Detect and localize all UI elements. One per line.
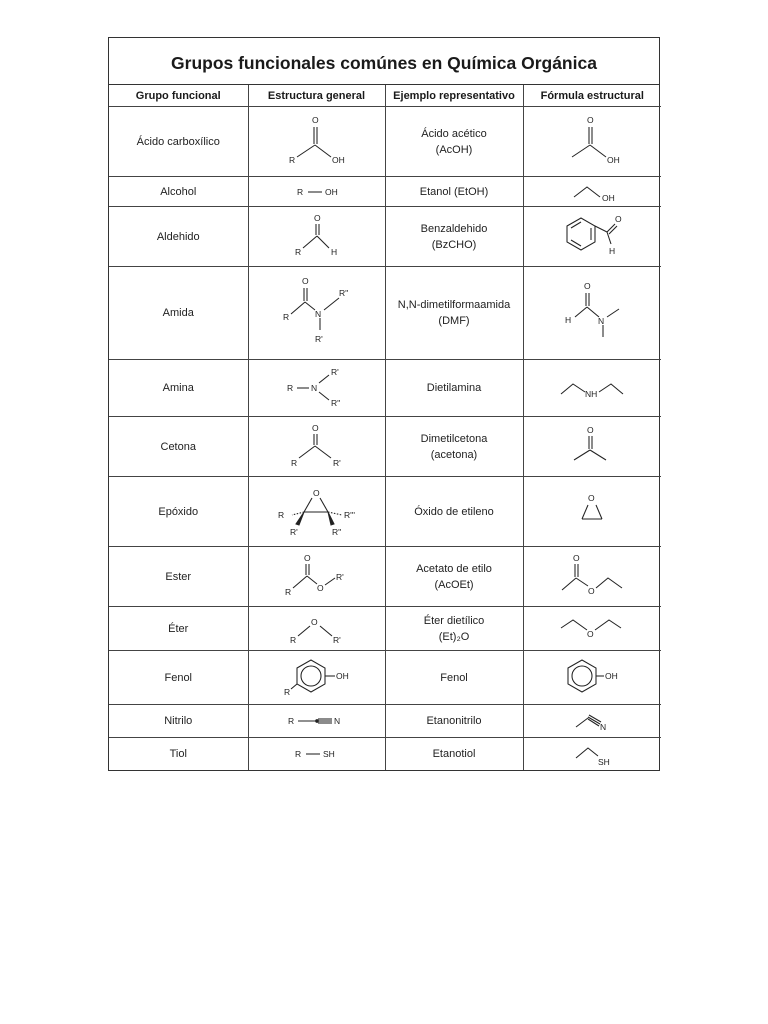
- svg-text:O: O: [310, 616, 318, 627]
- svg-text:N: N: [333, 716, 340, 726]
- svg-text:R'': R'': [338, 288, 348, 298]
- example-abbrev: (AcOH): [435, 143, 473, 156]
- example-cell: [385, 177, 523, 207]
- example-name: N,N-dimetilformaamida: [397, 299, 511, 311]
- acetone-formula-icon: [552, 422, 632, 472]
- example-cell: [385, 477, 523, 547]
- svg-text:OH: OH: [331, 154, 345, 165]
- example-name: Acetato de etilo: [416, 562, 492, 575]
- svg-text:O: O: [573, 552, 580, 563]
- svg-text:N: N: [600, 722, 607, 732]
- column-header-group: Grupo funcional: [109, 85, 248, 107]
- svg-text:R: R: [296, 186, 303, 197]
- group-name: Epóxido: [109, 477, 248, 547]
- amide-structure-icon: [269, 270, 365, 356]
- svg-text:O: O: [587, 628, 594, 639]
- svg-text:R: R: [284, 586, 291, 597]
- svg-text:O: O: [313, 212, 321, 223]
- svg-text:SH: SH: [322, 748, 335, 759]
- formula-cell: [523, 360, 661, 417]
- svg-text:O: O: [303, 552, 311, 563]
- structure-cell: [248, 477, 385, 547]
- acetonitrile-formula-icon: [552, 707, 632, 735]
- example-name: Éter dietílico: [423, 614, 485, 627]
- example-name: Benzaldehido: [420, 222, 488, 235]
- svg-text:H: H: [609, 245, 616, 256]
- example-name: Óxido de etileno: [414, 505, 494, 518]
- formula-cell: [523, 207, 661, 267]
- phenol-structure-icon: [267, 653, 367, 703]
- example-cell: [385, 651, 523, 705]
- ester-structure-icon: [269, 550, 365, 604]
- svg-text:R'': R'': [330, 398, 340, 408]
- carboxylic-acid-structure-icon: [277, 111, 357, 173]
- svg-text:H: H: [565, 315, 572, 325]
- table-row: [109, 207, 661, 267]
- group-name: Tiol: [109, 738, 248, 770]
- svg-text:R': R': [332, 457, 341, 468]
- example-cell: [385, 267, 523, 360]
- svg-text:R': R': [335, 571, 344, 582]
- svg-text:R': R': [332, 634, 341, 645]
- column-header-example: Ejemplo representativo: [385, 85, 523, 107]
- example-abbrev: (Et)₂O: [438, 630, 470, 643]
- table-row: [109, 360, 661, 417]
- example-cell: [385, 207, 523, 267]
- table-row: [109, 477, 661, 547]
- svg-text:O: O: [311, 114, 319, 125]
- formula-cell: [523, 177, 661, 207]
- structure-cell: [248, 267, 385, 360]
- table-row: [109, 177, 661, 207]
- svg-text:R: R: [290, 457, 297, 468]
- example-cell: [385, 417, 523, 477]
- table-row: [109, 267, 661, 360]
- svg-text:R: R: [286, 383, 293, 393]
- phenol-formula-icon: [542, 653, 642, 703]
- group-name: Éter: [109, 607, 248, 651]
- acetic-acid-formula-icon: [552, 111, 632, 173]
- group-name: Amina: [109, 360, 248, 417]
- page-title: Grupos funcionales comúnes en Química Orgánica: [109, 38, 659, 85]
- svg-text:OH: OH: [602, 192, 615, 203]
- svg-text:O: O: [301, 276, 309, 286]
- ketone-structure-icon: [277, 420, 357, 474]
- alcohol-structure-icon: [277, 180, 357, 204]
- structure-cell: [248, 738, 385, 770]
- example-name: Etanonitrilo: [426, 715, 482, 727]
- table-row: [109, 607, 661, 651]
- table-row: [109, 705, 661, 738]
- column-header-formula: Fórmula estructural: [523, 85, 661, 107]
- diethylamine-formula-icon: [547, 368, 637, 408]
- example-name: Fenol: [440, 671, 468, 684]
- svg-text:R': R': [330, 367, 339, 377]
- svg-text:O: O: [588, 585, 595, 596]
- table-row: [109, 651, 661, 705]
- svg-text:SH: SH: [598, 756, 611, 767]
- column-header-structure: Estructura general: [248, 85, 385, 107]
- structure-cell: [248, 360, 385, 417]
- svg-text:N: N: [314, 309, 321, 319]
- svg-text:OH: OH: [607, 154, 620, 165]
- svg-text:O: O: [587, 424, 594, 435]
- svg-text:R'': R'': [331, 526, 341, 537]
- formula-cell: [523, 477, 661, 547]
- formula-cell: [523, 107, 661, 177]
- svg-text:R': R': [314, 334, 323, 344]
- example-abbrev: (AcOEt): [434, 578, 474, 591]
- structure-cell: [248, 417, 385, 477]
- svg-text:R': R': [289, 526, 298, 537]
- ethanethiol-formula-icon: [552, 740, 632, 768]
- svg-text:R: R: [294, 748, 301, 759]
- structure-cell: [248, 705, 385, 738]
- example-name: Etanol (EtOH): [419, 185, 489, 198]
- svg-text:OH: OH: [605, 670, 618, 681]
- formula-cell: [523, 417, 661, 477]
- epoxide-structure-icon: [262, 480, 372, 544]
- svg-text:OH: OH: [324, 186, 338, 197]
- structure-cell: [248, 177, 385, 207]
- svg-text:O: O: [316, 582, 324, 593]
- ethyl-acetate-formula-icon: [544, 550, 640, 604]
- example-cell: [385, 360, 523, 417]
- group-name: Amida: [109, 267, 248, 360]
- structure-cell: [248, 107, 385, 177]
- svg-text:R: R: [282, 312, 289, 322]
- aldehyde-structure-icon: [277, 210, 357, 264]
- group-name: Aldehido: [109, 207, 248, 267]
- structure-cell: [248, 651, 385, 705]
- group-name: Fenol: [109, 651, 248, 705]
- table-header-row: [109, 85, 661, 107]
- ethylene-oxide-formula-icon: [552, 487, 632, 537]
- svg-text:N: N: [598, 316, 605, 326]
- group-name: Alcohol: [109, 177, 248, 207]
- svg-text:R: R: [294, 246, 301, 257]
- example-abbrev: (acetona): [430, 448, 478, 461]
- benzaldehyde-formula-icon: [547, 210, 637, 264]
- svg-text:R''': R''': [343, 509, 355, 520]
- svg-text:O: O: [312, 487, 320, 498]
- svg-text:R: R: [277, 509, 284, 520]
- example-cell: [385, 107, 523, 177]
- structure-cell: [248, 607, 385, 651]
- formula-cell: [523, 738, 661, 770]
- formula-cell: [523, 651, 661, 705]
- table-row: [109, 417, 661, 477]
- example-cell: [385, 738, 523, 770]
- thiol-structure-icon: [277, 742, 357, 766]
- formula-cell: [523, 267, 661, 360]
- group-name: Cetona: [109, 417, 248, 477]
- ether-structure-icon: [274, 610, 360, 648]
- diethyl-ether-formula-icon: [547, 610, 637, 648]
- svg-text:H: H: [330, 246, 337, 257]
- amine-structure-icon: [269, 362, 365, 414]
- svg-text:NH: NH: [585, 389, 598, 399]
- functional-groups-table: [109, 85, 661, 770]
- example-name: Dietilamina: [426, 382, 482, 394]
- formula-cell: [523, 705, 661, 738]
- formula-cell: [523, 607, 661, 651]
- table-row: [109, 547, 661, 607]
- document-page: [108, 37, 660, 771]
- svg-text:R: R: [287, 716, 294, 726]
- svg-text:O: O: [588, 492, 595, 503]
- table-row: [109, 738, 661, 770]
- svg-text:R: R: [289, 634, 296, 645]
- ethanol-formula-icon: [552, 179, 632, 205]
- example-name: Ácido acético: [421, 127, 487, 140]
- formula-cell: [523, 547, 661, 607]
- svg-text:O: O: [615, 213, 622, 224]
- svg-text:N: N: [310, 383, 317, 393]
- example-name: Etanotiol: [432, 747, 476, 760]
- example-cell: [385, 607, 523, 651]
- svg-text:R: R: [288, 154, 295, 165]
- nitrile-structure-icon: [272, 708, 362, 734]
- structure-cell: [248, 207, 385, 267]
- example-cell: [385, 705, 523, 738]
- svg-text:R: R: [283, 686, 290, 697]
- svg-text:O: O: [587, 114, 594, 125]
- group-name: Nitrilo: [109, 705, 248, 738]
- dmf-formula-icon: [547, 273, 637, 353]
- svg-text:O: O: [311, 422, 319, 433]
- structure-cell: [248, 547, 385, 607]
- svg-text:O: O: [584, 281, 591, 291]
- group-name: Ester: [109, 547, 248, 607]
- table-row: [109, 107, 661, 177]
- example-name: Dimetilcetona: [420, 432, 488, 445]
- svg-text:OH: OH: [335, 670, 349, 681]
- example-abbrev: (BzCHO): [431, 238, 477, 251]
- group-name: Ácido carboxílico: [109, 107, 248, 177]
- example-cell: [385, 547, 523, 607]
- example-abbrev: (DMF): [438, 315, 470, 327]
